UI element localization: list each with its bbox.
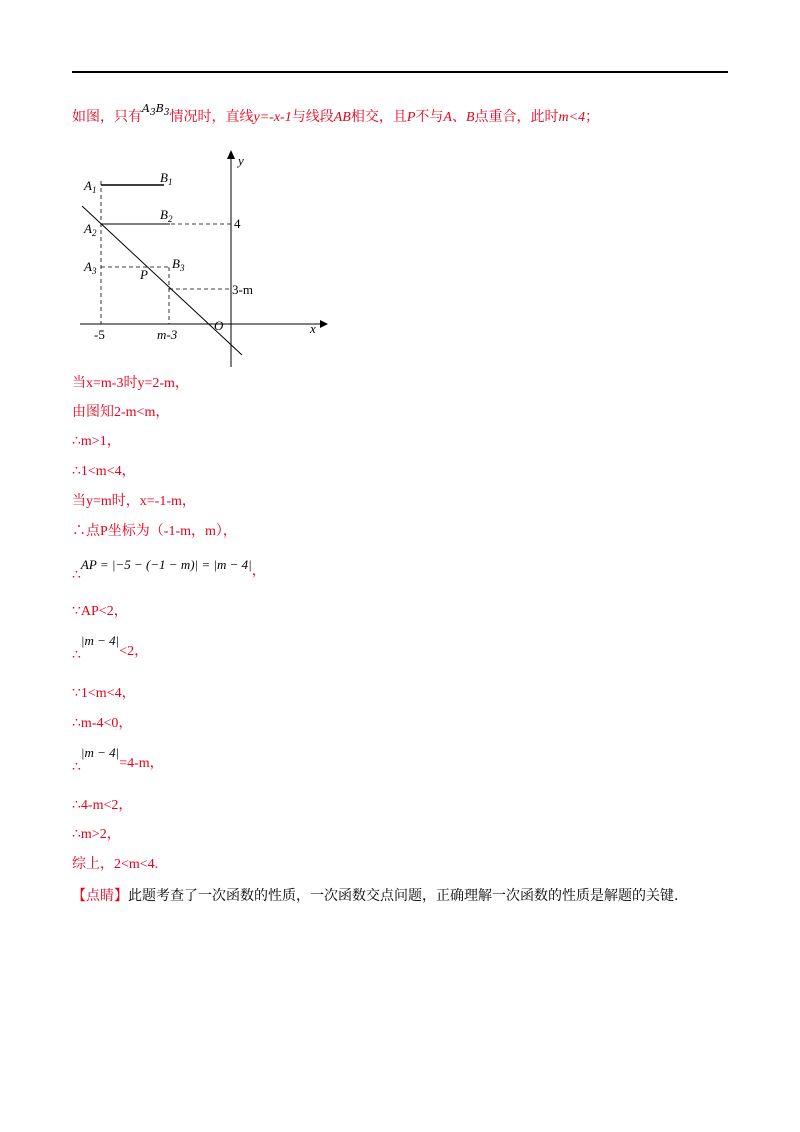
line-equation: y=-x-1 <box>253 110 292 125</box>
comment-text: 此题考查了一次函数的性质，一次函数交点问题，正确理解一次函数的性质是解题的关键. <box>128 888 679 904</box>
label-origin: O <box>214 318 224 333</box>
header-rule <box>72 71 728 73</box>
segment-label: A3B3 <box>142 102 170 118</box>
comment-line <box>72 887 678 905</box>
step-6: ∴点P坐标为（-1-m，m）， <box>72 524 237 539</box>
step-ap-formula: ∴AP = |−5 − (−1 − m)| = |m − 4|， <box>72 557 266 583</box>
label-p: P <box>140 267 148 282</box>
step-11: ∴m-4<0， <box>72 716 133 731</box>
x-axis-arrow-icon <box>320 320 328 328</box>
step-14: ∴m>2， <box>72 827 121 842</box>
label-a2: $A_2$ <box>84 221 97 238</box>
intro-line: 如图，只有$^{A_3B_3}$情况时，直线y=-x-1与线段AB相交，且P不与A、B点重合，此时m<4； <box>72 102 600 125</box>
label-x-axis: x <box>310 321 316 336</box>
coordinate-figure <box>72 145 342 370</box>
step-1: 当x=m-3时y=2-m， <box>72 376 189 391</box>
condition: m<4 <box>558 110 586 125</box>
label-a1: $A_1$ <box>84 178 97 195</box>
step-2: 由图知2-m<m， <box>72 405 170 420</box>
label-y-axis: y <box>238 153 244 168</box>
label-b1: $B_1$ <box>160 170 173 187</box>
step-4: ∴1<m<4， <box>72 464 136 479</box>
step-15: 综上，2<m<4. <box>72 857 159 872</box>
step-13: ∴4-m<2， <box>72 798 133 813</box>
step-10: ∵1<m<4， <box>72 686 136 701</box>
formula-abs-2: |m − 4| <box>80 745 120 760</box>
label-y4: 4 <box>234 216 241 231</box>
step-abs-lt2: ∴|m − 4|<2， <box>72 633 149 663</box>
intro-text-1: 如图，只有 <box>72 109 142 125</box>
label-x-neg5: -5 <box>94 327 105 342</box>
label-y-3m: 3-m <box>232 282 253 297</box>
step-8: ∵AP<2， <box>72 604 128 619</box>
step-3: ∴m>1， <box>72 434 121 449</box>
formula-ap: AP = |−5 − (−1 − m)| = |m − 4| <box>80 557 252 572</box>
label-b2: $B_2$ <box>160 207 173 224</box>
step-abs-eq: ∴|m − 4|=4-m， <box>72 745 164 775</box>
label-b3: $B_3$ <box>172 256 185 273</box>
label-a3: $A_3$ <box>84 259 97 276</box>
segment-ab: AB <box>333 110 351 125</box>
formula-abs-1: |m − 4| <box>80 633 120 648</box>
label-x-m3: m-3 <box>157 327 178 342</box>
y-axis-arrow-icon <box>227 150 235 159</box>
step-5: 当y=m时，x=-1-m， <box>72 494 196 509</box>
intro-text-2: 情况时，直线 <box>169 109 254 125</box>
comment-tag: 【点睛】 <box>72 888 128 904</box>
